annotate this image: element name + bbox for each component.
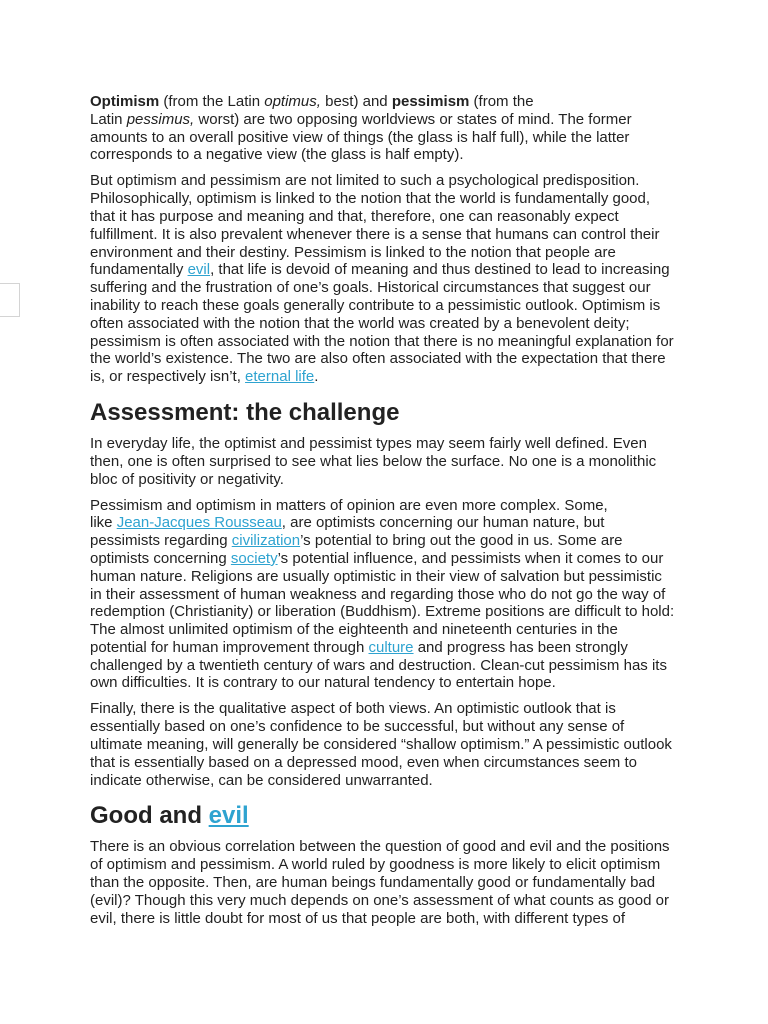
italic-term-optimus: optimus, [264, 93, 321, 110]
text-segment: and progress has been strongly [413, 638, 628, 656]
text-line [90, 93, 710, 111]
heading-text-segment: Good and [90, 802, 209, 830]
text-line: suffering and the frustration of one’s goals. Historical circumstances that suggest our [90, 279, 651, 297]
text-line: fulfillment. It is also prevalent whenever there is a sense that humans can control their [90, 225, 660, 243]
paragraph-qualitative [90, 700, 710, 789]
text-segment: , that life is devoid of meaning and thus destined to lead to increasing [210, 261, 670, 279]
text-segment: potential for human improvement through [90, 638, 369, 656]
text-segment: (from the Latin [159, 93, 265, 110]
text-line: own difficulties. It is contrary to our natural tendency to entertain hope. [90, 674, 556, 692]
text-line: corresponds to a negative view (the glass is half empty). [90, 146, 464, 164]
text-line: indicate otherwise, can be considered unwarranted. [90, 771, 433, 789]
paragraph-intro [90, 93, 710, 164]
text-segment: is, or respectively isn’t, [90, 368, 246, 386]
link-society[interactable]: society [230, 549, 278, 567]
text-line: In everyday life, the optimist and pessimist types may seem fairly well defined. Even [90, 434, 647, 452]
text-line: than the opposite. Then, are human beings fundamentally good or fundamentally bad [90, 874, 656, 892]
text-line: challenged by a twentieth century of wars and destruction. Clean-cut pessimism has its [90, 656, 667, 674]
text-line: human nature. Religions are usually optimistic in their view of salvation but pessimistic [90, 567, 662, 585]
text-line: (evil)? Though this very much depends on one’s assessment of what counts as good or [90, 891, 669, 909]
link-evil[interactable]: evil [187, 261, 211, 279]
text-line [90, 111, 710, 129]
bold-term-pessimism: pessimism [391, 93, 470, 110]
heading-link-evil[interactable]: evil [208, 802, 249, 830]
bold-term-optimism: Optimism [90, 93, 160, 110]
text-segment: fundamentally [90, 261, 188, 279]
text-segment: worst) are two opposing worldviews or states of mind. The former [194, 110, 632, 128]
link-culture[interactable]: culture [368, 638, 414, 656]
text-line: in their assessment of human weakness and regarding those who do not go the way of [90, 585, 666, 603]
paragraph-correlation [90, 838, 710, 927]
text-line: amounts to an overall positive view of things (the glass is half full), while the latter [90, 128, 630, 146]
text-line [90, 514, 710, 532]
text-line: pessimism is often associated with the notion that there is no meaningful explanation for [90, 332, 674, 350]
text-line [90, 368, 710, 386]
text-line: then, one is often surprised to see what lies below the surface. No one is a monolithic [90, 452, 657, 470]
text-segment: Latin [90, 110, 127, 128]
text-line: Philosophically, optimism is linked to the notion that the world is fundamentally good, [90, 190, 651, 208]
text-line: essentially based on one’s confidence to be successful, but without any sense of [90, 718, 625, 736]
text-segment: like [90, 514, 117, 532]
text-line: Finally, there is the qualitative aspect of both views. An optimistic outlook that is [90, 700, 616, 718]
paragraph-everyday [90, 435, 710, 488]
text-line: environment and their destiny. Pessimism is linked to the notion that people are [90, 243, 616, 261]
link-civilization[interactable]: civilization [231, 532, 301, 550]
text-segment: (from the [469, 93, 534, 110]
section-heading-assessment: Assessment: the challenge [90, 398, 400, 426]
paragraph-opinion [90, 497, 710, 693]
text-line [90, 639, 710, 657]
text-segment: ’s potential to bring out the good in us. Some are [300, 532, 623, 550]
text-line: that is essentially based on a depressed mood, even when circumstances seem to [90, 753, 637, 771]
link-eternal-life[interactable]: eternal life [245, 368, 315, 386]
text-line [90, 550, 710, 568]
text-segment: pessimists regarding [90, 532, 232, 550]
text-segment: best) and [320, 93, 392, 110]
text-line: of optimism and pessimism. A world ruled by goodness is more likely to elicit optimism [90, 856, 661, 874]
text-line: that it has purpose and meaning and that, therefore, one can reasonably expect [90, 207, 619, 225]
paragraph-philosophy [90, 172, 710, 386]
link-jean-jacques-rousseau[interactable]: Jean-Jacques Rousseau [116, 514, 282, 532]
text-line: But optimism and pessimism are not limited to such a psychological predisposition. [90, 172, 640, 190]
text-segment: . [314, 368, 319, 386]
text-segment: , are optimists concerning our human nature, but [281, 514, 605, 532]
section-heading-good-and-evil [90, 801, 710, 831]
text-line: inability to reach these goals generally contribute to a pessimistic outlook. Optimism is [90, 296, 661, 314]
text-line: often associated with the notion that the world was created by a benevolent deity; [90, 314, 630, 332]
side-panel-tab[interactable] [0, 283, 20, 317]
text-line: ultimate meaning, will generally be considered “shallow optimism.” A pessimistic outlook [90, 736, 672, 754]
text-line [90, 261, 710, 279]
text-line: Pessimism and optimism in matters of opinion are even more complex. Some, [90, 496, 608, 514]
text-segment: optimists concerning [90, 549, 231, 567]
text-line: redemption (Christianity) or liberation (Buddhism). Extreme positions are difficult to hold: [90, 603, 675, 621]
text-line: the world’s existence. The two are also often associated with the expectation that there [90, 350, 666, 368]
text-line: The almost unlimited optimism of the eighteenth and nineteenth centuries in the [90, 621, 618, 639]
article-body [90, 93, 710, 936]
text-line: bloc of positivity or negativity. [90, 470, 284, 488]
text-line: evil, there is little doubt for most of us that people are both, with different types of [90, 909, 626, 927]
text-line [90, 532, 710, 550]
text-line: There is an obvious correlation between the question of good and evil and the positions [90, 838, 670, 856]
italic-term-pessimus: pessimus, [126, 110, 195, 128]
text-segment: ’s potential influence, and pessimists when it comes to our [277, 549, 664, 567]
